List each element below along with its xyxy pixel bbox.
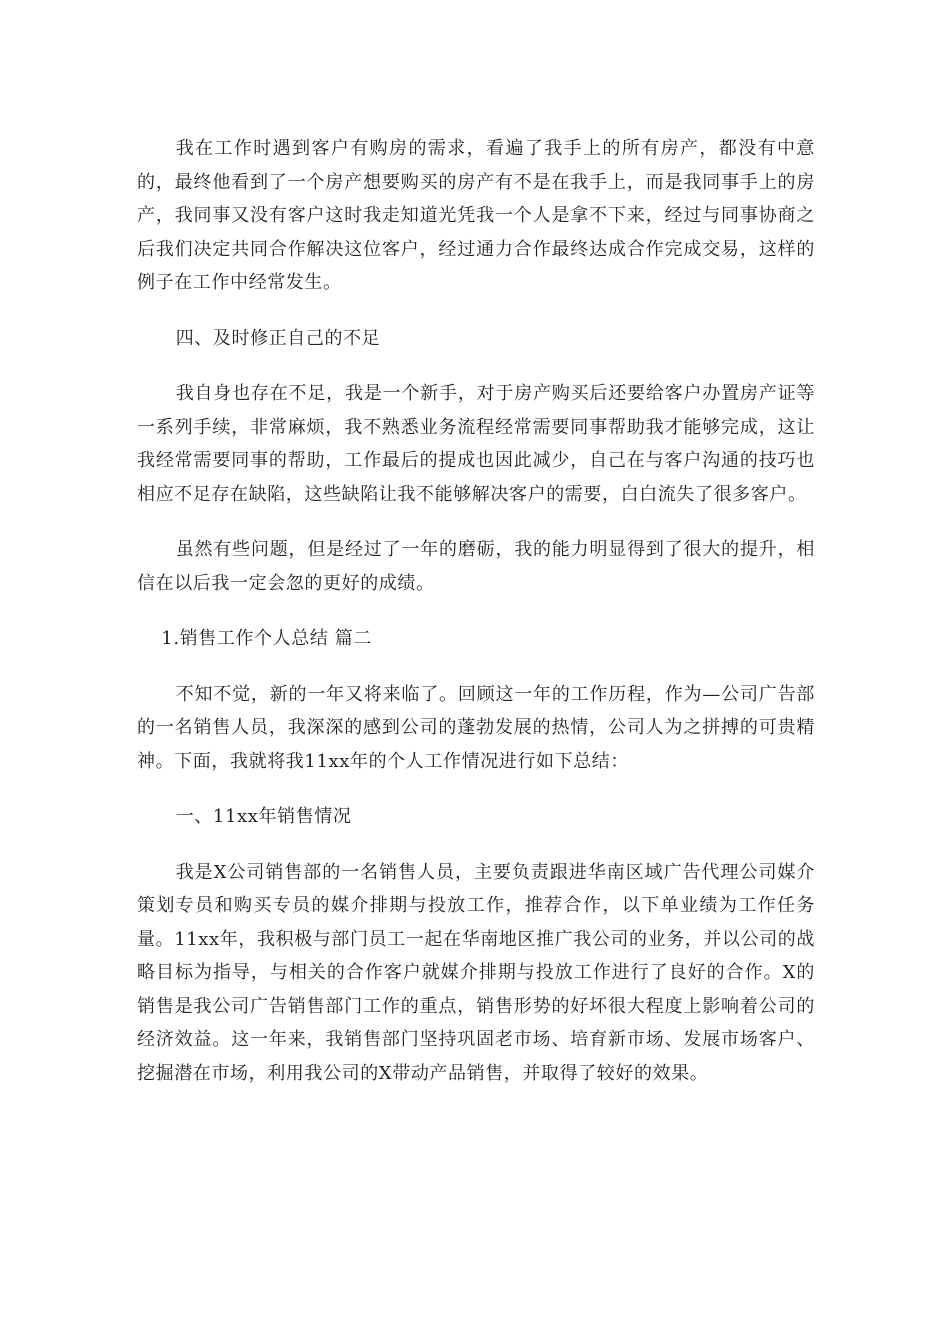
paragraph-sales-details: 我是X公司销售部的一名销售人员，主要负责跟进华南区域广告代理公司媒介策划专员和购买专员的媒介排期与投放工作，推荐合作，以下单业绩为工作任务量。11xx年，我积极与部门员工一起在华南地区推广我公司的业务，并以公司的战略目标为指导，与相关的合作客户就媒介排期与投放工作进行了良好的合作。X的销售是我公司广告销售部门工作的重点，销售形势的好坏很大程度上影响着公司的经济效益。这一年来，我销售部门坚持巩固老市场、培育新市场、发展市场客户、挖掘潜在市场，利用我公司的X带动产品销售，并取得了较好的效果。 — [137, 861, 816, 1084]
document-body — [137, 132, 815, 1112]
section-heading-sales-status: 一、11xx年销售情况 — [175, 806, 352, 827]
paragraph-year-review: 不知不觉，新的一年又将来临了。回顾这一年的工作历程，作为—公司广告部的一名销售人员，我深深的感到公司的蓬勃发展的热情，公司人为之拼搏的可贵精神。下面，我就将我11xx年的个人工作情况进行如下总结： — [137, 683, 815, 772]
paragraph-cooperation-example: 我在工作时遇到客户有购房的需求，看遍了我手上的所有房产，都没有中意的，最终他看到了一个房产想要购买的房产有不是在我手上，而是我同事手上的房产，我同事又没有客户这时我走知道光凭我一个人是拿不下来，经过与同事协商之后我们决定共同合作解决这位客户，经过通力合作最终达成合作完成交易，这样的例子在工作中经常发生。 — [137, 138, 815, 293]
section-heading-part-two: 1.销售工作个人总结 篇二 — [161, 628, 372, 649]
paragraph-shortcomings: 我自身也存在不足，我是一个新手，对于房产购买后还要给客户办置房产证等一系列手续，非常麻烦，我不熟悉业务流程经常需要同事帮助我才能够完成，这让我经常需要同事的帮助，工作最后的提成也因此减少，自己在与客户沟通的技巧也相应不足存在缺陷，这些缺陷让我不能够解决客户的需要，白白流失了很多客户。 — [137, 383, 815, 505]
section-heading-correct-shortcomings: 四、及时修正自己的不足 — [175, 327, 381, 349]
paragraph-improvement: 虽然有些问题，但是经过了一年的磨砺，我的能力明显得到了很大的提升，相信在以后我一定会忽的更好的成绩。 — [137, 539, 815, 594]
